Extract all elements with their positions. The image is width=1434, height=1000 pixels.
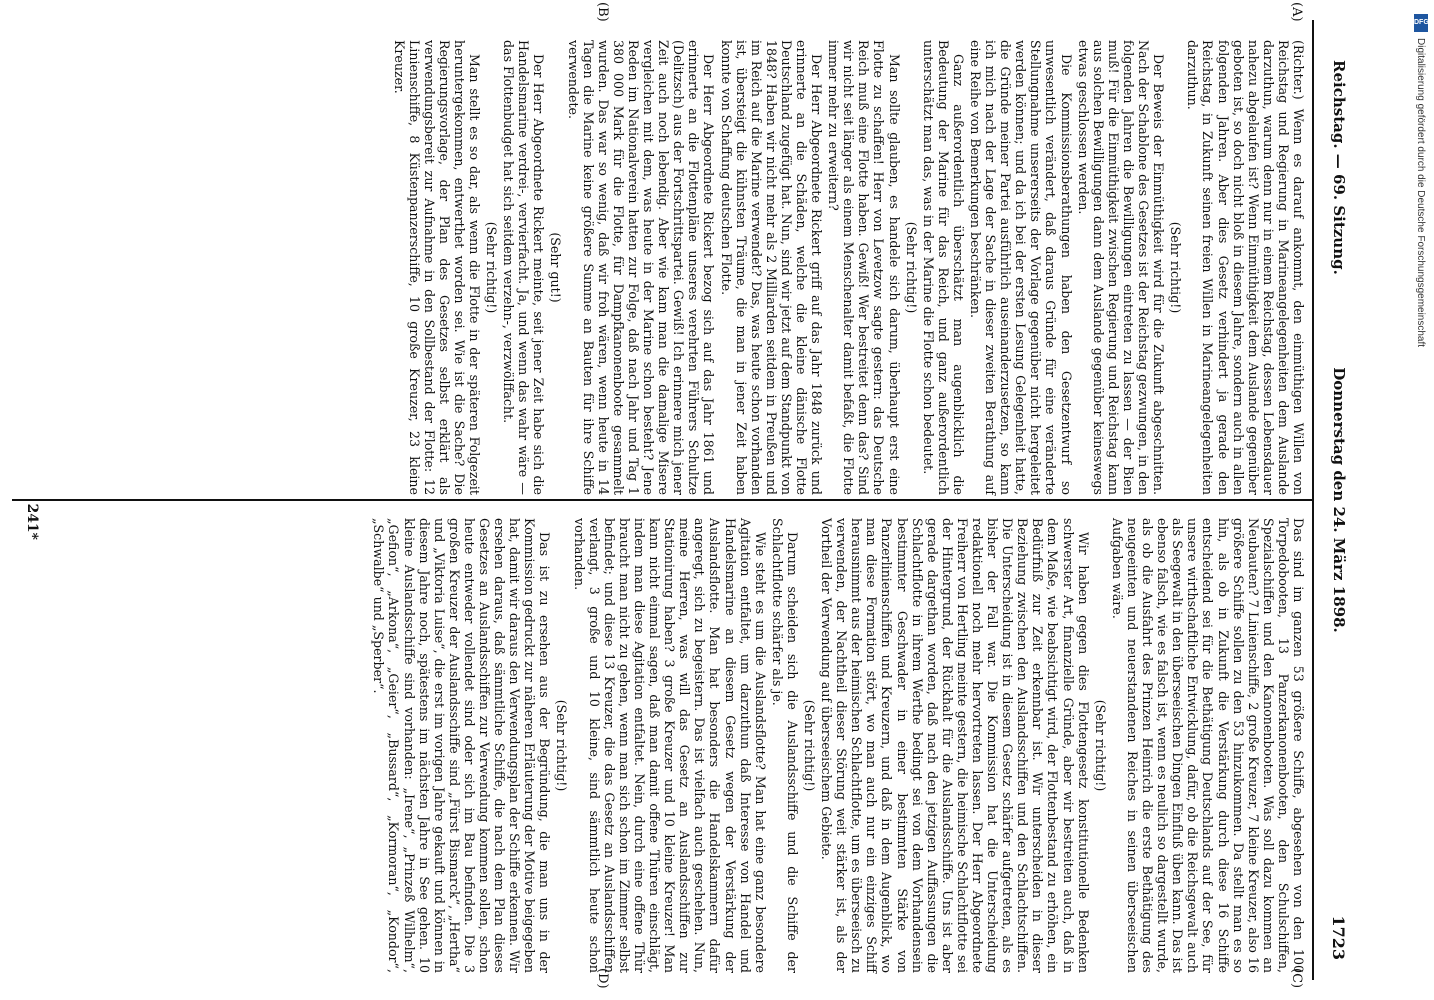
marker-c: (C) [1289,968,1304,989]
paragraph: Der Herr Abgeordnete Rickert meinte, seit jener Zeit habe sich die Handelsmarine verdrei-, vervierfacht. Ja, und wenn das wahr wäre — das Flottenbudget hat sich seitdem verzehn-, verzwölffacht. [501,40,547,495]
paragraph: Das ist zu ersehen aus der Begründung, die man uns in der Kommission gedruckt zur näheren Erläuterung der Motive beigegeben hat, damit wir daraus den Verwendungsplan der Schiffe erkennen. Wir ersehen daraus, daß sämmtliche Schiffe, die nach dem Plan dieses Gesetzes an Auslandsschiffen zur Verwendung kommen sollen, schon heute entweder vollendet sind oder sich im Bau befinden. Die 3 großen Kreuzer der Auslandsschiffe sind „Fürst Bismarck“, „Hertha“ und „Viktoria Luise“, die erst im vorigen Jahre gekauft und können in diesem Jahre noch, spätestens im nächsten Jahre in See gehen. 10 kleine Auslandsschiffe sind vorhanden: „Irene“, „Prinzeß Wilhelm“, „Gefion“, „Arkona“, „Geier“, „Bussard“, „Kormoran“, „Kondor“, „Schwalbe“ und „Sperber“. [371,518,553,973]
column-divider [12,499,1312,501]
marker-a: (A) [1289,2,1304,22]
signature-mark: 241* [24,503,40,540]
interjection: (Sehr richtig!) [1168,221,1184,314]
dfg-sidebar [1412,8,1430,993]
left-column [389,40,1306,495]
header-date: Donnerstag den 24. März 1898. [1330,367,1348,633]
paragraph: (Richter.) Wenn es darauf ankommt, den einmüthigen Willen von Reichstag und Regierung in Marineangelegenheiten dem Auslande darzuthun, warum denn nur in einem Reichstag, dessen Lebensdauer nahezu abgelaufen ist? Wenn Einmüthigkeit dem Auslande gegenüber geboten ist, so doch nicht bloß in diesem Jahre, sondern auch in allen folgenden Jahren. Aber dies Gesetz verhindert ja gerade den Reichstag, in Zukunft seinen freien Willen in Marineangelegenheiten darzuthun. [1185,40,1306,495]
paragraph: Das sind im ganzen 53 größere Schiffe, abgesehen von den 100 Torpedobooten, 13 Panzerkanonenbooten, den Schulschiffen, Spezialschiffen und den Kanonenbooten. Was soll dazu kommen an Neubauten? 7 Linienschiffe, 2 große Kreuzer, 7 kleine Kreuzer, also 16 größere Schiffe sollen zu den 53 hinzukommen. Da stellt man es so hin, als ob in Zukunft die Verstärkung durch diese 16 Schiffe entscheidend sei für die Bethätigung Deutschlands auf der See, für unsere wirthschaftliche Entwicklung, dafür, ob die Reichsgewalt auch als Seegewalt in den überseeischen Dingen Einfluß üben kann. Das ist ebenso falsch, wie es falsch ist, wenn es neulich so dargestellt wurde, als ob die Ausfahrt des Prinzen Heinrich die erste Bethätigung des neugeeinten und neuerstandenen Reiches in seinen überseeischen Aufgaben wäre. [1109,518,1306,973]
paragraph: Der Herr Abgeordnete Rickert bezog sich auf das Jahr 1861 und erinnerte an die Flottenpläne unseres verehrten Führers Schultze (Delitzsch) aus der Fortschrittspartei. Gewiß! Ich erinnere mich jener Zeit auch noch lebendig. Aber wie kam man die damalige Misere vergleichen mit dem, was heute in der Marine schon besteht? Jene Reden im Nationalverein hatten zur Folge, daß nach Jahr und Tag 1 380 000 Mark für die Flotte, für Dampfkanonenboote gesammelt wurden. Das war so wenig, daß wir froh wären, wenn heute in 14 Tagen die Marine keine größere Summe an Bauten für ihre Schiffe verwendete. [565,40,717,495]
header-left: Reichstag. — 69. Sitzung. [1330,60,1348,275]
right-column [369,518,1306,973]
paragraph: Man stellt es so dar, als wenn die Flotte in der späteren Folgezeit heruntergekommen, entwerthet worden sei. Wie ist die Sache? Die Regierungsvorlage, der Plan des Gesetzes selbst erklärt als verwendungsbereit zur Aufnahme in den Sollbestand der Flotte: 12 Linienschiffe, 8 Küstenpanzerschiffe, 10 große Kreuzer, 23 kleine Kreuzer. [391,40,483,495]
page-number: 1723 [1329,915,1348,960]
paragraph: Der Beweis der Einmüthigkeit wird für die Zukunft abgeschnitten. Nach der Schablone des Gesetzes ist der Reichstag gezwungen, in den folgenden Jahren die Bewilligungen eintreten zu lassen — der Bien muß! Für die Einmüthigkeit zwischen Regierung und Reichstag kann aus solchen Bewilligungen dann dem Auslande gegenüber keineswegs etwas geschlossen werden. [1075,40,1167,495]
paragraph: Die Kommissionsberathungen haben den Gesetzentwurf so unwesentlich verändert, daß daraus Gründe für eine veränderte Stellungnahme unsererseits der Vorlage gegenüber nicht hergeleitet werden können; und da ich bei der ersten Lesung Gelegenheit hatte, die Gründe meiner Partei ausführlich auseinanderzusetzen, so kann ich mich nach der Lage der Sache in dieser zweiten Berathung auf eine Reihe von Bemerkungen beschränken. [968,40,1074,495]
interjection: (Sehr richtig!) [1092,699,1108,792]
interjection: (Sehr gut!) [548,232,564,303]
header-rule [1312,20,1314,980]
page-header [1318,20,1348,980]
interjection: (Sehr richtig!) [903,221,919,314]
interjection: (Sehr richtig!) [802,699,817,792]
interjection: (Sehr richtig!) [484,221,500,314]
paragraph: Wie steht es um die Auslandsflotte? Man hat eine ganz besondere Agitation entfaltet, um darzuthun daß Interesse von Handel und Handelsmarine an diesem Gesetz wegen der Verstärkung der Auslandsflotte. Man hat besonders die Handelskammern dafür angeregt, sich zu begeistern. Das ist vielfach auch geschehen. Nun, meine Herren, was will das Gesetz an Auslandsschiffen zur Stationirung haben? 3 große Kreuzer und 10 kleine Kreuzer! Man kann nicht einmal sagen, daß man damit offene Thüren einschlägt, indem man diese Agitation entfaltet. Nein, durch eine offene Thür braucht man nicht zu gehen, wenn man sich schon im Zimmer selbst befindet; und diese 13 Kreuzer, die das Gesetz an Auslandsschiffen verlangt, 3 große und 10 kleine, sind sämmtlich heute schon vorhanden. [571,518,768,973]
dfg-notice: Digitalisierung gefördert durch die Deutsche Forschungsgemeinschaft [1415,38,1426,348]
paragraph: Darum scheiden sich die Auslandsschiffe und die Schiffe der Schlachtflotte schärfer als je. [769,518,800,973]
interjection: (Sehr richtig!) [554,699,570,792]
marker-b: (B) [595,2,610,22]
paragraph: Wir haben gegen dies Flottengesetz konstitutionelle Bedenken schwerster Art, finanzielle Gründe, aber wir bestreiten auch, daß in dem Maße, wie beabsichtigt wird, der Flottenbestand zu erhöhen, ein Bedürfniß zur Zeit erkennbar ist. Wir unterscheiden in dieser Beziehung zwischen den Auslandsschiffen und den Schlachtschiffen. Die Unterscheidung ist in diesem Gesetz schärfer aufgetreten, als es bisher der Fall war. Die Kommission hat die Unterscheidung redaktionell noch mehr hervortreten lassen. Der Herr Abgeordnete Freiherr von Hertling meinte gestern, die heimische Schlachtflotte sei der Hintergrund, der Rückhalt für die Auslandsschiffe. Uns ist aber gerade dargethan worden, daß nach den jetzigen Auffassungen die Schlachtflotte in ihrem Werthe bedingt sei von dem Vorhandensein bestimmter Geschwader in einer bestimmten Stärke von Panzerlinienschiffen und Kreuzern, und daß in dem Augenblick, wo man diese Formation stört, wo man auch nur ein einziges Schiff herausnimmt aus der heimischen Schlachtflotte, um es überseeisch zu verwenden, der Nachtheil dieser Störung weit stärker ist, als der Vortheil der Verwendung auf überseeischem Gebiete. [819,518,1091,973]
marker-d: (D) [595,968,610,989]
paragraph: Der Herr Abgeordnete Rickert griff auf das Jahr 1848 zurück und erinnerte an die Schäden, welche die kleine dänische Flotte Deutschland zugefügt hat. Nun, sind wir jetzt auf dem Standpunkt von 1848? Haben wir nicht mehr als 2 Milliarden seitdem in Preußen und im Reich auf die Marine verwendet? Das, was heute schon vorhanden ist, übersteigt die kühnsten Träume, die man in jener Zeit haben konnte von Schaffung deutschen Flotte. [718,40,825,495]
dfg-logo: DFG [1414,14,1428,32]
paragraph: Ganz außerordentlich überschätzt man augenblicklich die Bedeutung der Marine für das Reich, und ganz außerordentlich unterschätzt man das, was in der Marine die Flotte schon bedeutet. [920,40,966,495]
paragraph: Man sollte glauben, es handele sich darum, überhaupt erst eine Flotte zu schaffen! Herr von Levetzow sagte gestern: das Deutsche Reich muß eine Flotte haben. Gewiß! Wer bestreitet denn das? Sind wir nicht seit länger als einem Menschenalter damit befaßt, die Flotte immer mehr zu erweitern? [826,40,902,495]
